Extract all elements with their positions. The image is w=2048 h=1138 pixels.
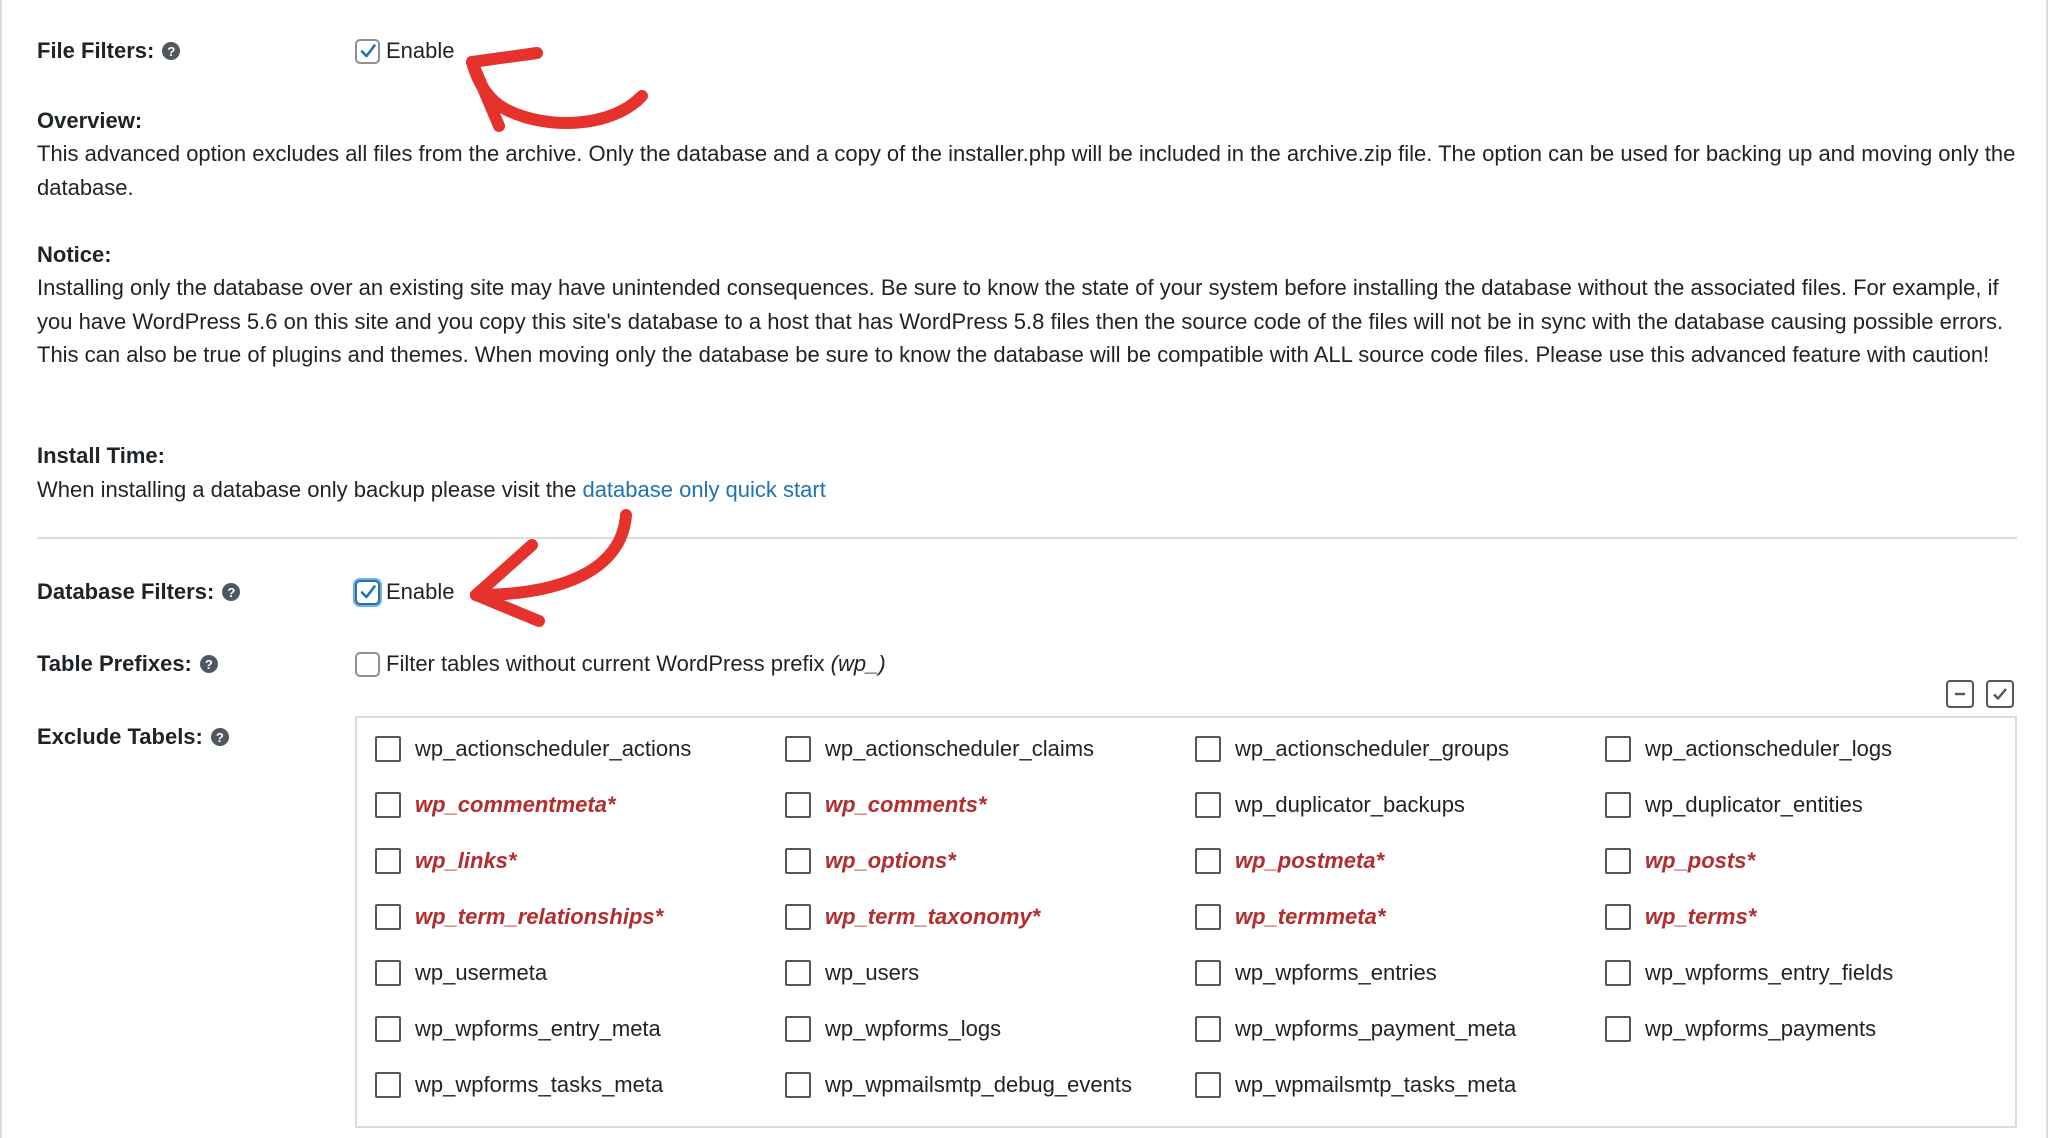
select-all-icon[interactable]	[1986, 680, 2014, 708]
table-name: wp_usermeta	[415, 960, 548, 985]
database-filters-enable-label: Enable	[386, 579, 455, 604]
file-filters-label: File Filters: ?	[37, 38, 180, 64]
notice-heading: Notice:	[37, 242, 112, 267]
table-name: wp_posts*	[1645, 848, 1756, 873]
table-checkbox[interactable]	[1195, 1016, 1221, 1042]
table-name: wp_term_taxonomy*	[825, 904, 1041, 929]
table-checkbox[interactable]	[375, 904, 401, 930]
table-option[interactable]	[1605, 792, 1863, 818]
table-option[interactable]	[375, 1016, 661, 1042]
table-option[interactable]	[1605, 1016, 1876, 1042]
table-checkbox[interactable]	[1605, 792, 1631, 818]
table-select-tools	[1946, 680, 2014, 708]
table-option[interactable]	[1195, 848, 1384, 874]
deselect-all-icon[interactable]	[1946, 680, 1974, 708]
table-option[interactable]	[1195, 960, 1437, 986]
table-name: wp_wpforms_payment_meta	[1235, 1016, 1517, 1041]
table-option[interactable]	[1605, 960, 1893, 986]
table-checkbox[interactable]	[1195, 1072, 1221, 1098]
table-option[interactable]	[1605, 848, 1755, 874]
table-checkbox[interactable]	[785, 848, 811, 874]
file-filters-checkbox[interactable]	[355, 39, 380, 64]
table-option[interactable]	[375, 736, 691, 762]
file-filters-enable-label: Enable	[386, 38, 455, 63]
table-name: wp_links*	[415, 848, 517, 873]
table-checkbox[interactable]	[1605, 960, 1631, 986]
table-option[interactable]	[1195, 1016, 1516, 1042]
table-option[interactable]	[1195, 1072, 1516, 1098]
table-name: wp_terms*	[1645, 904, 1757, 929]
help-icon[interactable]: ?	[200, 655, 218, 673]
table-checkbox[interactable]	[1195, 904, 1221, 930]
table-option[interactable]	[375, 1072, 663, 1098]
overview-text: This advanced option excludes all files from the archive. Only the database and a copy of the installer.php will be included in the archive.zip file. The option can be used for backing up and moving only the database.	[37, 141, 2016, 200]
table-name: wp_wpforms_payments	[1645, 1016, 1877, 1041]
help-icon[interactable]: ?	[211, 728, 229, 746]
install-time-heading: Install Time:	[37, 443, 165, 468]
curved-arrow-icon	[476, 515, 626, 621]
overview-heading: Overview:	[37, 108, 143, 133]
table-option[interactable]	[785, 1016, 1001, 1042]
table-checkbox[interactable]	[375, 1072, 401, 1098]
database-filters-label: Database Filters: ?	[37, 579, 240, 605]
table-checkbox[interactable]	[1605, 1016, 1631, 1042]
table-prefixes-label: Table Prefixes: ?	[37, 651, 218, 677]
table-checkbox[interactable]	[375, 792, 401, 818]
table-name: wp_wpforms_entry_meta	[415, 1016, 661, 1041]
table-checkbox[interactable]	[1195, 960, 1221, 986]
table-option[interactable]	[375, 960, 547, 986]
table-prefixes-option[interactable]	[355, 651, 886, 677]
table-option[interactable]	[375, 848, 516, 874]
table-checkbox[interactable]	[1195, 792, 1221, 818]
table-option[interactable]	[375, 792, 616, 818]
table-checkbox[interactable]	[1605, 736, 1631, 762]
table-option[interactable]	[1195, 792, 1465, 818]
table-checkbox[interactable]	[785, 960, 811, 986]
table-checkbox[interactable]	[1605, 848, 1631, 874]
table-name: wp_actionscheduler_actions	[415, 736, 692, 761]
exclude-tables-label: Exclude Tabels: ?	[37, 724, 229, 750]
help-icon[interactable]: ?	[162, 42, 180, 60]
table-checkbox[interactable]	[375, 1016, 401, 1042]
table-option[interactable]	[785, 904, 1040, 930]
table-name: wp_users	[825, 960, 920, 985]
table-checkbox[interactable]	[1605, 904, 1631, 930]
table-name: wp_wpforms_entries	[1235, 960, 1437, 985]
table-name: wp_termmeta*	[1235, 904, 1386, 929]
table-name: wp_actionscheduler_groups	[1235, 736, 1509, 761]
table-checkbox[interactable]	[375, 848, 401, 874]
table-option[interactable]	[785, 848, 956, 874]
table-option[interactable]	[785, 960, 919, 986]
curved-arrow-icon	[472, 53, 642, 126]
table-name: wp_wpforms_tasks_meta	[415, 1072, 664, 1097]
table-checkbox[interactable]	[785, 904, 811, 930]
table-checkbox[interactable]	[785, 736, 811, 762]
checkmark-icon	[358, 41, 378, 61]
table-name: wp_commentmeta*	[415, 792, 616, 817]
table-name: wp_wpforms_entry_fields	[1645, 960, 1894, 985]
table-option[interactable]	[375, 904, 663, 930]
table-checkbox[interactable]	[375, 736, 401, 762]
table-name: wp_options*	[825, 848, 956, 873]
database-filters-checkbox[interactable]	[355, 580, 380, 605]
table-checkbox[interactable]	[785, 1016, 811, 1042]
table-name: wp_actionscheduler_logs	[1645, 736, 1893, 761]
table-prefixes-checkbox[interactable]	[355, 652, 380, 677]
help-icon[interactable]: ?	[222, 583, 240, 601]
exclude-tables-list	[355, 716, 2017, 1128]
table-option[interactable]	[1605, 736, 1892, 762]
table-name: wp_comments*	[825, 792, 987, 817]
file-filters-enable[interactable]	[355, 38, 455, 64]
table-option[interactable]	[785, 792, 986, 818]
install-time-text: When installing a database only backup please visit the database only quick start	[37, 477, 826, 502]
checkmark-icon	[358, 582, 378, 602]
table-checkbox[interactable]	[375, 960, 401, 986]
table-option[interactable]	[785, 736, 1094, 762]
table-name: wp_postmeta*	[1235, 848, 1385, 873]
table-name: wp_wpmailsmtp_debug_events	[825, 1072, 1132, 1097]
table-checkbox[interactable]	[785, 1072, 811, 1098]
table-name: wp_term_relationships*	[415, 904, 664, 929]
table-name: wp_wpmailsmtp_tasks_meta	[1235, 1072, 1517, 1097]
table-name: wp_actionscheduler_claims	[825, 736, 1095, 761]
table-option[interactable]	[1195, 736, 1509, 762]
table-name: wp_wpforms_logs	[825, 1016, 1002, 1041]
table-name: wp_duplicator_backups	[1235, 792, 1465, 817]
table-checkbox[interactable]	[1195, 848, 1221, 874]
table-name: wp_duplicator_entities	[1645, 792, 1863, 817]
table-checkbox[interactable]	[1195, 736, 1221, 762]
table-option[interactable]	[1605, 904, 1756, 930]
section-divider	[37, 537, 2017, 539]
database-filters-enable[interactable]	[355, 579, 455, 605]
table-prefixes-option-label: Filter tables without current WordPress prefix (wp_)	[386, 651, 886, 676]
table-option[interactable]	[785, 1072, 1132, 1098]
notice-text: Installing only the database over an existing site may have unintended consequences. Be sure to know the state of your system before installing the database without the associated files. For example, if you have WordPress 5.6 on this site and you copy this site's database to a host that has WordPress 5.8 files then the source code of the files will not be in sync with the database causing possible errors. This can also be true of plugins and themes. When moving only the database be sure to know the database will be compatible with ALL source code files. Please use this advanced feature with caution!	[37, 275, 2004, 367]
quick-start-link[interactable]: database only quick start	[582, 477, 826, 502]
table-checkbox[interactable]	[785, 792, 811, 818]
table-option[interactable]	[1195, 904, 1385, 930]
